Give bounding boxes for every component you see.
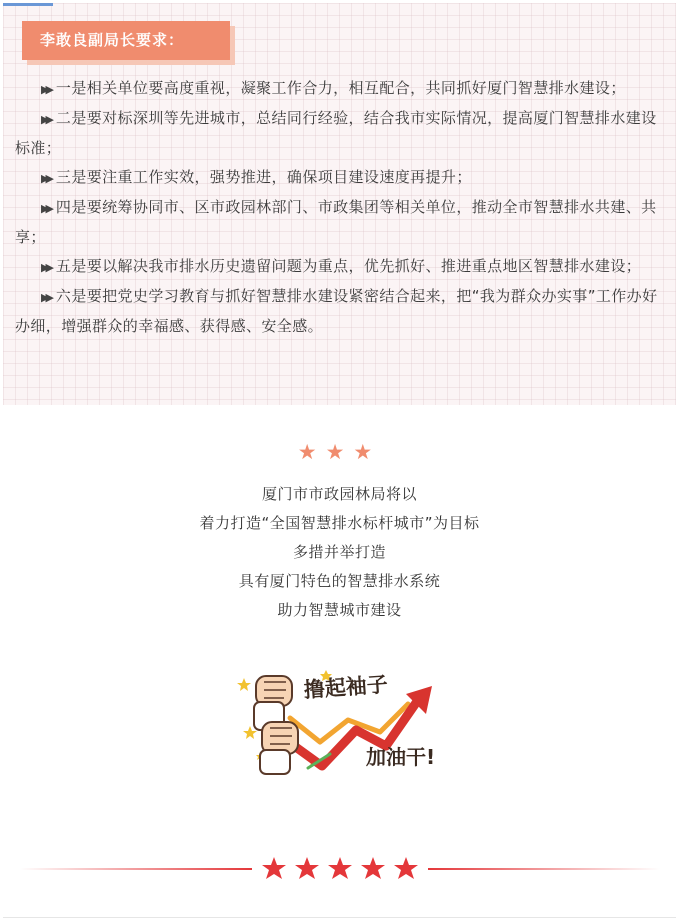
raised-fist-icon: [260, 722, 298, 774]
closing-line: 厦门市市政园林局将以: [261, 485, 417, 503]
closing-line: 助力智慧城市建设: [277, 601, 402, 619]
closing-line: 多措并举打造: [292, 543, 386, 561]
slogan-line-2: 加油干!: [366, 745, 436, 769]
requirement-text: 六是要把党史学习教育与抓好智慧排水建设紧密结合起来，把“我为群众办实事”工作办好办细，增强群众的幸福感、获得感、安全感。: [15, 287, 658, 335]
requirement-text: 四是要统筹协同市、区市政园林部门、市政集团等相关单位，推动全市智慧排水共建、共享；: [15, 198, 657, 246]
list-item: [15, 104, 666, 163]
corner-accent-bar: [3, 3, 53, 6]
requirement-text: 三是要注重工作实效，强势推进，确保项目建设速度再提升；: [55, 168, 472, 186]
list-item: [15, 193, 666, 252]
three-star-icon: ★★★: [297, 440, 382, 464]
requirement-text: 五是要以解决我市排水历史遗留问题为重点，优先抓好、推进重点地区智慧排水建设；: [55, 257, 642, 275]
double-arrow-icon: ▶▶: [41, 291, 50, 304]
requirements-list: [15, 74, 666, 341]
list-item: [15, 74, 666, 104]
star-icon: [237, 678, 251, 691]
double-arrow-icon: ▶▶: [41, 172, 50, 185]
bottom-divider: [3, 917, 676, 918]
five-star-divider: [0, 852, 679, 886]
double-arrow-icon: ▶▶: [41, 113, 50, 126]
divider-line-right: [428, 868, 660, 870]
closing-line: 着力打造“全国智慧排水标杆城市”为目标: [199, 514, 480, 532]
list-item: [15, 282, 666, 341]
double-arrow-icon: ▶▶: [41, 261, 50, 274]
section-heading: 李敢良副局长要求：: [22, 21, 230, 60]
slogan-line-1: 撸起袖子: [303, 672, 389, 703]
roll-up-sleeves-illustration: [230, 660, 450, 778]
requirement-text: 一是相关单位要高度重视，凝聚工作合力，相互配合，共同抓好厦门智慧排水建设；: [55, 79, 626, 97]
five-star-icon: [262, 857, 418, 879]
requirement-text: 二是要对标深圳等先进城市，总结同行经验，结合我市实际情况，提高厦门智慧排水建设标准；: [15, 109, 657, 157]
list-item: [15, 252, 666, 282]
closing-statement: [0, 480, 679, 625]
double-arrow-icon: ▶▶: [41, 83, 50, 96]
double-arrow-icon: ▶▶: [41, 202, 50, 215]
list-item: [15, 163, 666, 193]
closing-line: 具有厦门特色的智慧排水系统: [238, 572, 441, 590]
divider-line-left: [20, 868, 252, 870]
